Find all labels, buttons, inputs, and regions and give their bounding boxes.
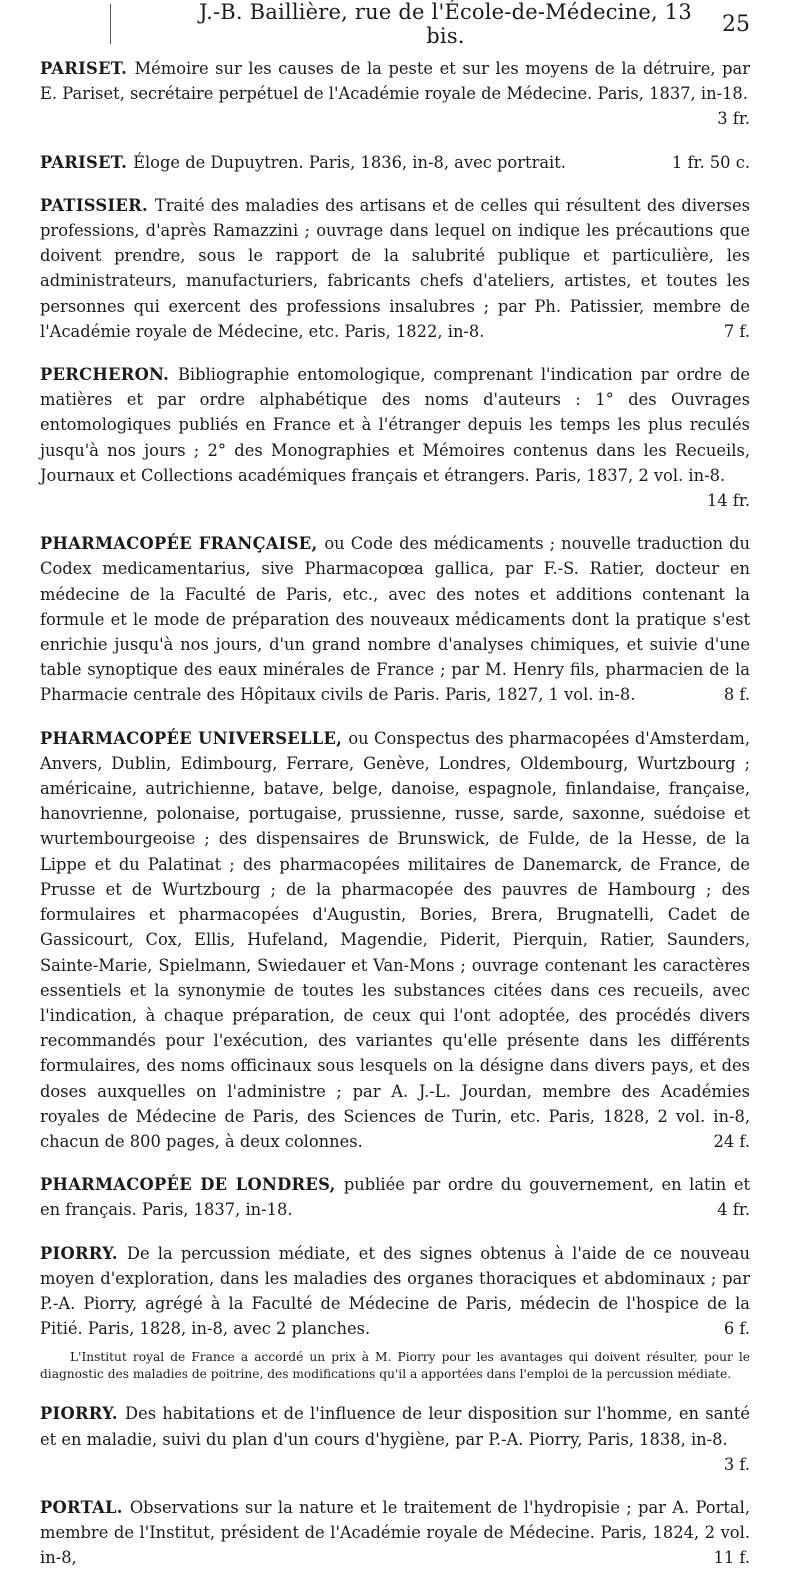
entry-price: 14 fr. — [706, 491, 750, 511]
page-number: 25 — [722, 11, 750, 37]
entry-price: 6 f. — [723, 1319, 750, 1339]
catalogue-entry — [40, 726, 750, 1154]
entry-author: PIORRY. — [40, 1243, 127, 1263]
entry-author: PARISET. — [40, 59, 135, 78]
entry-price: 11 f. — [713, 1548, 750, 1568]
entry-description: Éloge de Dupuytren. Paris, 1836, in-8, avec portrait. — [133, 152, 566, 172]
entry-description: Des habitations et de l'influence de leur disposition sur l'homme, en santé et en maladie, suivi du plan d'un cours d'hygiène, par P.-A. Piorry, Paris, 1838, in-8. — [40, 1404, 750, 1449]
entry-description: publiée par ordre du gouvernement, en latin et en français. Paris, 1837, in-18. — [40, 1175, 750, 1220]
catalogue-entries — [40, 56, 750, 1589]
header-bracket — [110, 4, 181, 44]
entry-author: PHARMACOPÉE FRANÇAISE, — [40, 534, 325, 554]
running-head: J.-B. Baillière, rue de l'École-de-Médecine, 13 bis. — [199, 0, 692, 48]
entry-price: 1 fr. 50 c. — [671, 152, 750, 172]
catalogue-entry — [40, 1495, 750, 1571]
entry-description: Mémoire sur les causes de la peste et sur les moyens de la détruire, par E. Pariset, secrétaire perpétuel de l'Académie royale de Médecine. Paris, 1837, in-18. — [40, 59, 750, 104]
entry-description: Bibliographie entomologique, comprenant l'indication par ordre de matières et par ordre alphabétique des noms d'auteurs : 1° des Ouvrages entomologiques publiés en France et à l'étranger depuis les temps les plus reculés jusqu'à nos jours ; 2° des Monographies et Mémoires contenus dans les Recueils, Journaux et Collections académiques français et étrangers. Paris, 1837, 2 vol. in-8. — [40, 365, 751, 485]
entry-price: 3 f. — [723, 1454, 750, 1474]
running-header — [40, 0, 750, 48]
entry-description: Traité des maladies des artisans et de celles qui résultent des diverses professions, d'après Ramazzini ; ouvrage dans lequel on indique les précautions que doivent prendre, sous le rapport de la salubrité publique et particulière, les administrateurs, manufacturiers, fabricants chefs d'ateliers, artistes, et toutes les personnes qui exercent des professions insalubres ; par Ph. Patissier, membre de l'Académie royale de Médecine, etc. Paris, 1822, in-8. — [40, 195, 750, 341]
catalogue-entry — [40, 193, 750, 344]
catalogue-entry — [40, 362, 750, 513]
entry-price: 3 fr. — [717, 109, 750, 129]
entry-author: PHARMACOPÉE UNIVERSELLE, — [40, 728, 349, 748]
entry-author: PERCHERON. — [40, 365, 178, 385]
entry-note: L'Institut royal de France a accordé un prix à M. Piorry pour les avantages qui doivent résulter, pour le diagnostic des maladies de poitrine, des modifications qu'il a apportées dans l'emploi de la percussion médiate. — [40, 1350, 750, 1382]
entry-description: De la percussion médiate, et des signes obtenus à l'aide de ce nouveau moyen d'exploration, dans les maladies des organes thoraciques et abdominaux ; par P.-A. Piorry, agrégé à la Faculté de Médecine de Paris, médecin de l'hospice de la Pitié. Paris, 1828, in-8, avec 2 planches. — [40, 1243, 750, 1339]
entry-author: PIORRY. — [40, 1404, 126, 1424]
entry-price: 4 fr. — [717, 1200, 750, 1220]
catalogue-entry — [40, 1241, 750, 1342]
entry-description: Observations sur la nature et le traitement de l'hydropisie ; par A. Portal, membre de l'Institut, président de l'Académie royale de Médecine. Paris, 1824, 2 vol. in-8, — [40, 1497, 750, 1568]
entry-price: 7 f. — [723, 321, 750, 341]
entry-author: PHARMACOPÉE DE LONDRES, — [40, 1175, 344, 1195]
catalogue-entry — [40, 1401, 750, 1477]
catalogue-entry — [40, 150, 750, 175]
catalogue-entry — [40, 531, 750, 707]
entry-description: ou Code des médicaments ; nouvelle traduction du Codex medicamentarius, sive Pharmacopœa gallica, par F.-S. Ratier, docteur en médecine de la Faculté de Paris, etc., avec des notes et additions contenant la formule et le mode de préparation des nouveaux médicaments dont la pratique s'est enrichie jusqu'à nos jours, d'un grand nombre d'analyses chimiques, et suivie d'une table synoptique des eaux minérales de France ; par M. Henry fils, pharmacien de la Pharmacie centrale des Hôpitaux civils de Paris. Paris, 1827, 1 vol. in-8. — [40, 534, 750, 705]
entry-author: PARISET. — [40, 152, 134, 172]
catalogue-entry — [40, 1172, 750, 1222]
entry-price: 24 f. — [713, 1131, 750, 1151]
catalogue-entry — [40, 56, 750, 132]
entry-author: PATISSIER. — [40, 195, 155, 215]
entry-description: ou Conspectus des pharmacopées d'Amsterdam, Anvers, Dublin, Edimbourg, Ferrare, Genève, Londres, Oldembourg, Wurtzbourg ; américaine, autrichienne, batave, belge, danoise, espagnole, finlandaise, française, hanovrienne, polonaise, portugaise, prussienne, russe, sarde, saxonne, suédoise et wurtembourgeoise ; des dispensaires de Brunswick, de Fulde, de la Hesse, de la Lippe et du Palatinat ; des pharmacopées militaires de Danemarck, de France, de Prusse et de Wurtzbourg ; de la pharmacopée des pauvres de Hambourg ; des formulaires et pharmacopées d'Augustin, Bories, Brera, Brugnatelli, Cadet de Gassicourt, Cox, Ellis, Hufeland, Magendie, Piderit, Pierquin, Ratier, Saunders, Sainte-Marie, Spielmann, Swiedauer et Van-Mons ; ouvrage contenant les caractères essentiels et la synonymie de toutes les substances citées dans ces recueils, avec l'indication, à chaque préparation, de ceux qui l'ont adoptée, des procédés divers recommandés pour l'exécution, des variantes qu'elle présente dans les différents formulaires, des noms officinaux sous lesquels on la désigne dans divers pays, et des doses auxquelles on l'administre ; par A. J.-L. Jourdan, membre des Académies royales de Médecine de Paris, des Sciences de Turin, etc. Paris, 1828, 2 vol. in-8, chacun de 800 pages, à deux colonnes. — [40, 728, 750, 1151]
entry-author: PORTAL. — [40, 1497, 130, 1517]
entry-price: 8 f. — [723, 685, 750, 705]
